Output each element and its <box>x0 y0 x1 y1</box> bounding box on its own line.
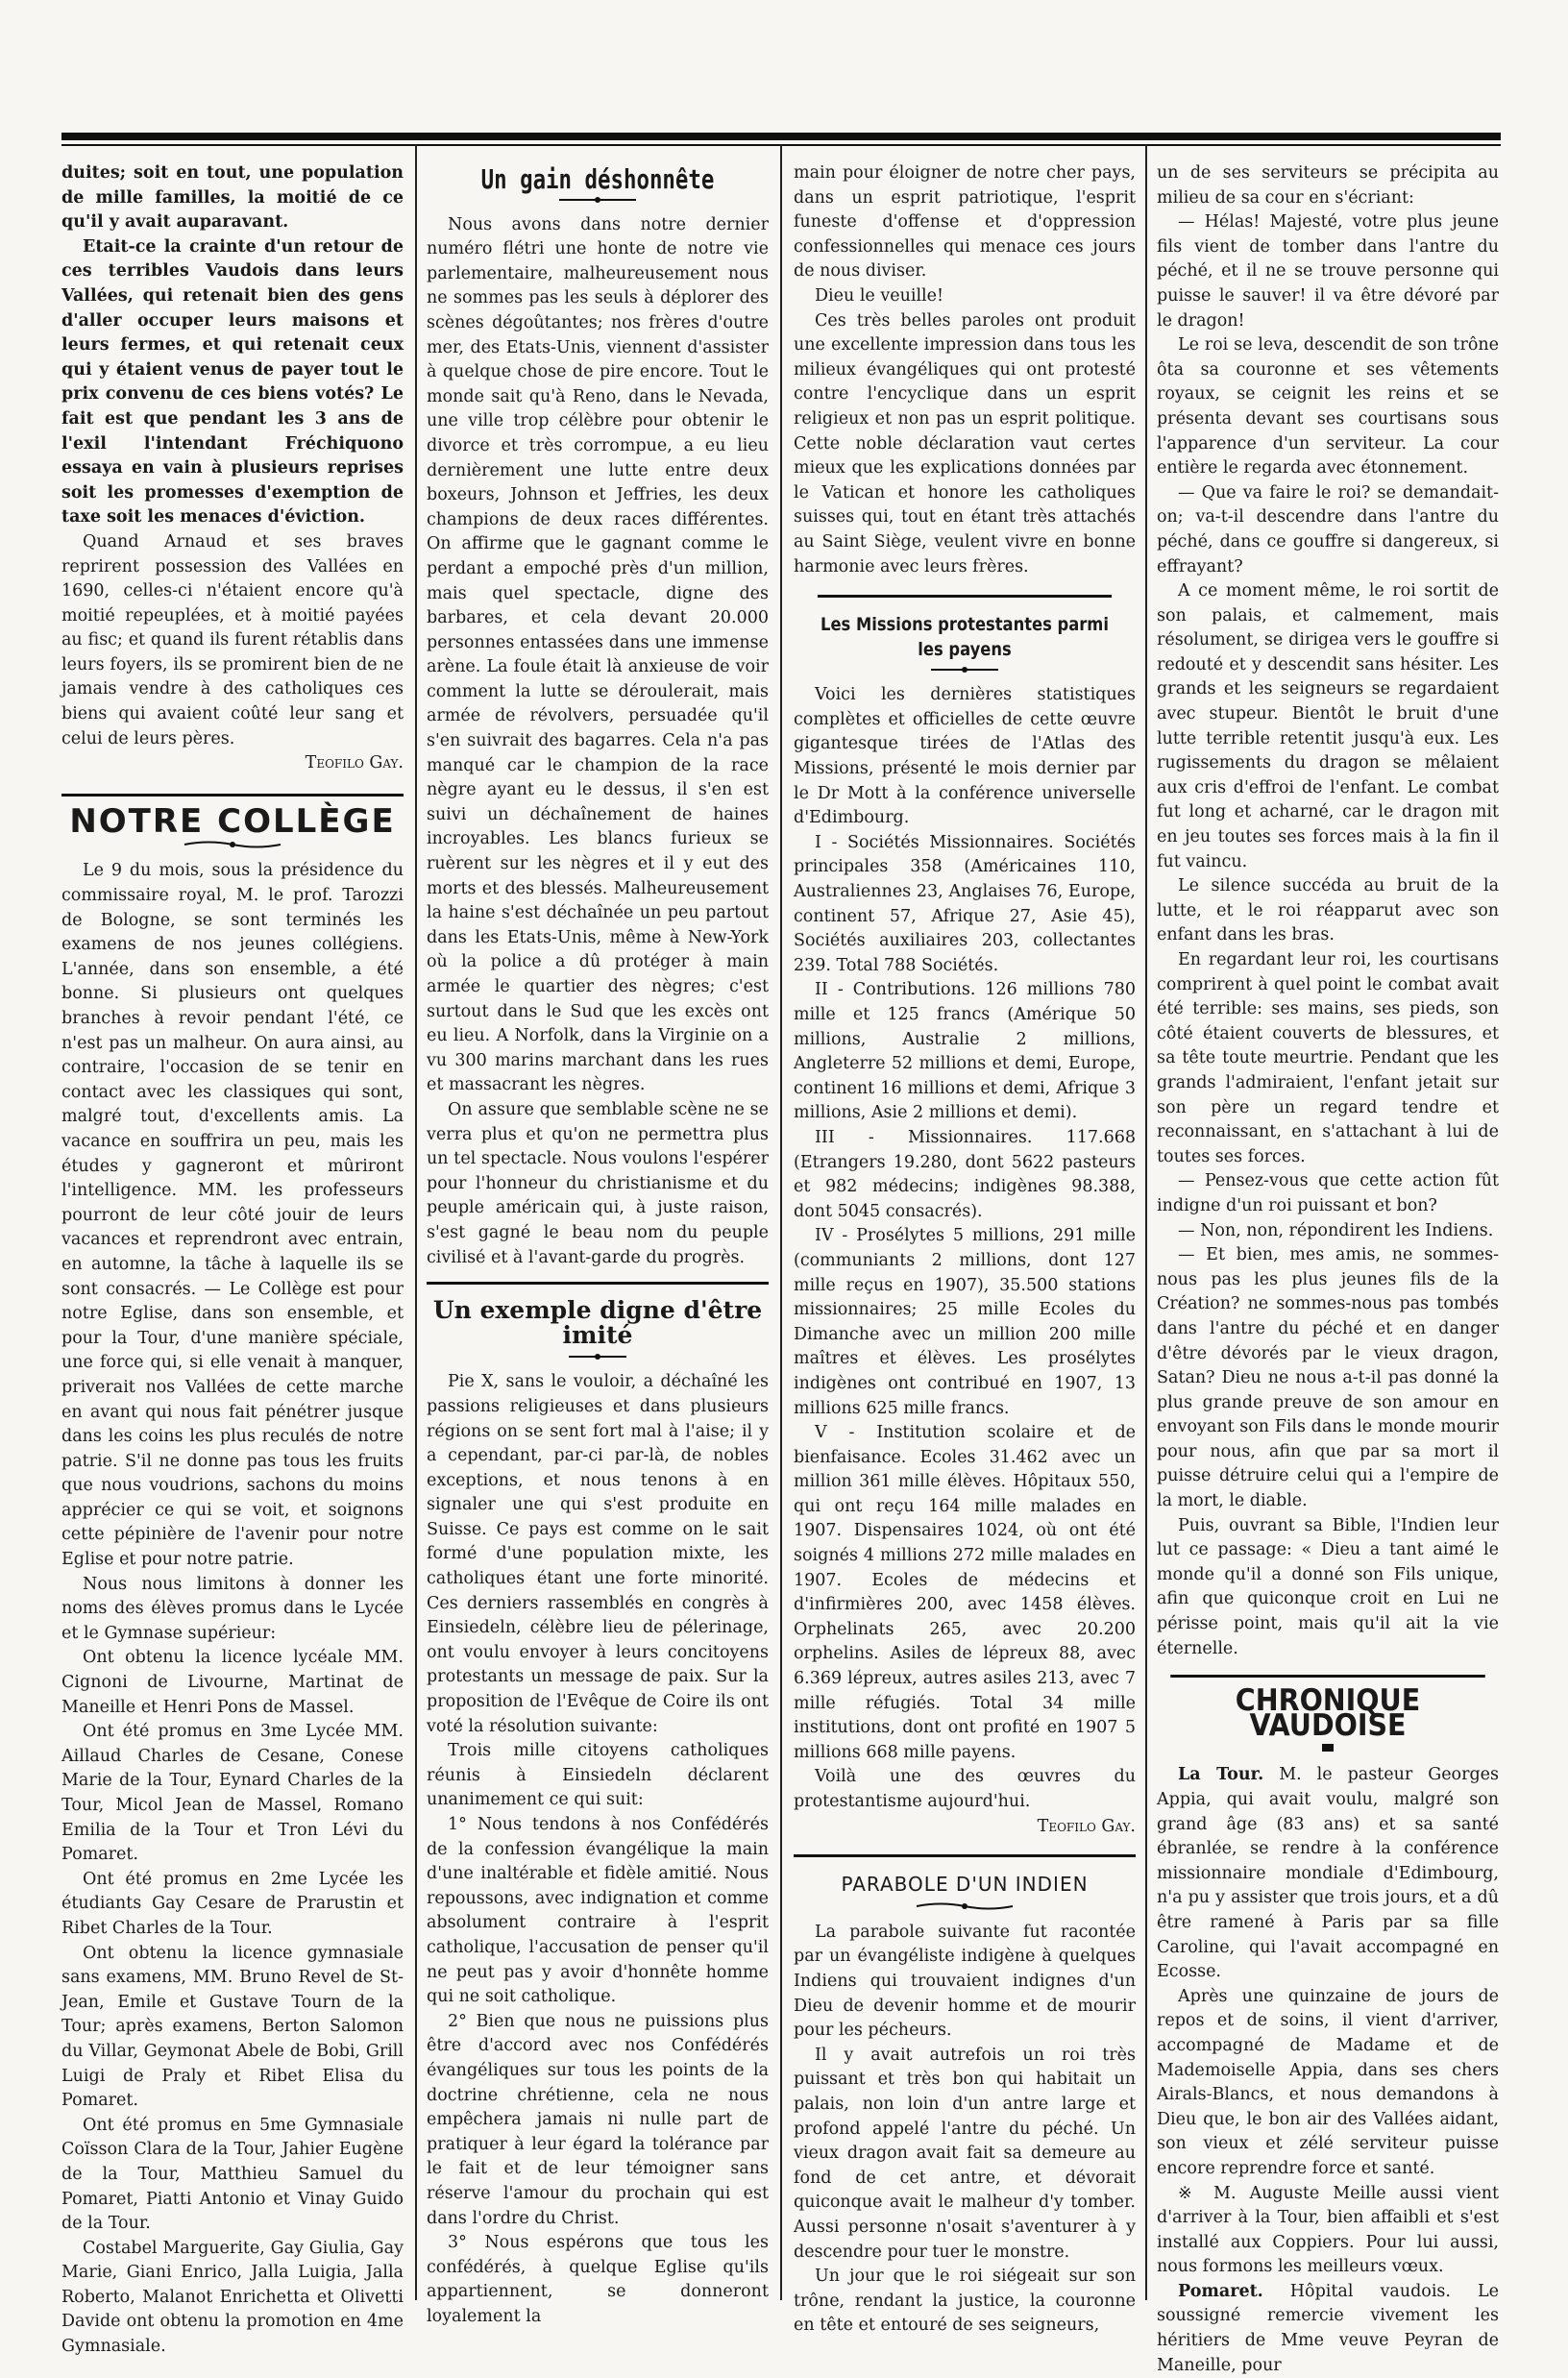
paragraph: II - Contributions. 126 millions 780 mille et 125 francs (Amérique 50 millions, Australie 2 millions, Angleterre 52 millions et demi, Europe, continent 16 millions et demi, Afrique 3 millions, Asie 2 millions et demi). <box>794 980 1136 1123</box>
article-title-exemple: Un exemple digne d'être imité <box>427 1282 769 1347</box>
ornament-divider <box>61 840 404 849</box>
paragraph: Nous nous limitons à donner les noms des élèves promus dans le Lycée et le Gymnase supérieur: <box>61 1574 404 1643</box>
signature: Teofilo Gay. <box>305 753 404 773</box>
paragraph: — Et bien, mes amis, ne sommes-nous pas les plus jeunes fils de la Création? ne sommes-nous pas tombés dans l'antre du péché et en danger d'être dévorés par le vieux dragon, Satan? Dieu ne nous a-t-il pas donné la plus grande preuve de son amour en envoyant son Fils dans le monde mourir pour nous, afin que par sa mort il puisse détruire celui qui a l'empire de la mort, le diable. <box>1157 1245 1499 1511</box>
paragraph: 2° Bien que nous ne puissions plus être d'accord avec nos Confédérés évangéliques sur tous les points de la doctrine chrétienne, cela ne nous empêchera jamais ni nulle part de pratiquer à leur égard la tolérance par le fait et de leur témoigner sans réserve l'amour du prochain qui est dans l'ordre du Christ. <box>427 2011 769 2228</box>
paragraph: IV - Prosélytes 5 millions, 291 mille (communiants 2 millions, dont 127 mille reçus en 1907), 35.500 stations missionnaires; 25 mille Ecoles du Dimanche avec un million 200 mille maîtres et élèves. Les prosélytes indigènes ont contribué en 1907, 13 millions 625 mille francs. <box>794 1226 1136 1418</box>
paragraph: Ont été promus en 3me Lycée MM. Aillaud Charles de Cesane, Conese Marie de la Tour, Eynard Charles de la Tour, Micol Jean de Massel, Romano Emilia de la Tour et Tron Lévi du Pomaret. <box>61 1722 404 1865</box>
article-title-gain: Un gain déshonnête <box>480 163 715 195</box>
paragraph: V - Institution scolaire et de bienfaisance. Ecoles 31.462 avec un million 361 mille élèves. Hôpitaux 550, qui ont reçu 164 mille malades en 1907. Dispensaires 1024, où ont été soignés 4 millions 272 mille malades en 1907. Ecoles de médecins et d'infirmières 200, avec 1458 élèves. Orphelinats 265, avec 20.200 orphelins. Asiles de lépreux 88, avec 6.369 lépreux, autres asiles 213, avec 7 mille réfugiés. Total 34 mille institutions, dont ont profité en 1907 5 millions 668 mille payens. <box>794 1423 1136 1762</box>
paragraph: Nous avons dans notre dernier numéro flétri une honte de notre vie parlementaire, malheureusement nous ne sommes pas les seuls à déplorer des scènes dégoûtantes; nos frères d'outre mer, des Etats-Unis, viennent d'assister à quelque chose de pire encore. Tout le monde sait qu'à Reno, dans le Nevada, une ville trop célèbre pour obtenir le divorce et très corrompue, a eu lieu dernièrement une lutte entre deux boxeurs, Johnson et Jeffries, les deux champions de deux races différentes. On affirme que le gagnant comme le perdant a empoché près d'un million, mais quel spectacle, digne des barbares, et cela devant 20.000 personnes entassées dans une immense arène. La foule était là anxieuse de voir comment la lutte se déroulerait, mais armée de révolvers, persuadée qu'il s'en suivrait des bagarres. Cela n'a pas manqué car le champion de la race nègre ayant eu le dessus, il s'en est suivi un déchaînement de haines incroyables. Les blancs furieux se ruèrent sur les nègres et il y eut des morts et des blessés. Malheureusement la haine s'est déchaînée un peu partout dans les Etats-Unis, même à New-York où la police a dû protéger à main armée le quartier des nègres; c'est surtout dans le Sud que les excès ont eu lieu. A Norfolk, dans la Virginie on a vu 300 marins marchant dans les rues et massacrant les nègres. <box>427 214 769 1095</box>
paragraph: Après une quinzaine de jours de repos et de soins, il vient d'arriver, accompagné de Madame et de Mademoiselle Appia, dans ses chers Airals-Blancs, et nous demandons à Dieu que, le bon air des Vallées aidant, son vieux et zélé serviteur puisse encore reprendre force et santé. <box>1157 1986 1499 2178</box>
paragraph: Le silence succéda au bruit de la lutte, et le roi réapparut avec son enfant dans les bras. <box>1157 876 1499 945</box>
column-2 <box>427 161 769 2326</box>
paragraph: — Que va faire le roi? se demandait-on; va-t-il descendre dans l'antre du péché, dans ce gouffre si dangereux, si effrayant? <box>1157 482 1499 576</box>
paragraph: Trois mille citoyens catholiques réunis à Einsiedeln déclarent unanimement ce qui suit: <box>427 1741 769 1810</box>
paragraph: Ont été promus en 2me Lycée les étudiants Gay Cesare de Prarustin et Ribet Charles de la Tour. <box>61 1869 404 1938</box>
ornament-divider <box>794 666 1136 674</box>
paragraph: duites; soit en tout, une population de mille familles, la moitié de ce qu'il y avait auparavant. <box>61 163 404 233</box>
ornament-divider <box>427 196 769 204</box>
paragraph: Etait-ce la crainte d'un retour de ces terribles Vaudois dans leurs Vallées, qui retenait bien des gens d'aller occuper leurs maisons et leurs fermes, et qui retenait ceux qui y étaient venus de payer tout le prix convenu de ces biens votés? Le fait est que pendant les 3 ans de l'exil l'intendant Fréchiquono essaya en vain à plusieurs reprises soit les promesses d'exemption de taxe soit les menaces d'éviction. <box>61 236 404 527</box>
paragraph: Ces très belles paroles ont produit une excellente impression dans tous les milieux évangéliques qui ont protesté contre l'encyclique dans un esprit religieux et non pas un esprit politique. Cette noble déclaration vaut certes mieux que les explications données par le Vatican et honore les catholiques suisses qui, tout en étant très attachés au Saint Siège, veulent vivre en bonne harmonie avec leurs frères. <box>794 310 1136 576</box>
paragraph: 1° Nous tendons à nos Confédérés de la confession évangélique la main d'une inaltérable et fidèle amitié. Nous repoussons, avec indignation et comme absolument contraire à l'esprit catholique, l'accusation de penser qu'il ne peut pas y avoir d'honnête homme qui ne soit catholique. <box>427 1815 769 2007</box>
paragraph: On assure que semblable scène ne se verra plus et qu'on ne permettra plus un tel spectacle. Nous voulons l'espérer pour l'honneur du christianisme et du peuple américain qui, à juste raison, s'est gagné le beau nom du peuple civilisé et à l'avant-garde du progrès. <box>427 1099 769 1267</box>
article-title-parabole: PARABOLE D'UN INDIEN <box>794 1854 1136 1898</box>
paragraph: La parabole suivante fut racontée par un évangéliste indigène à quelques Indiens qui trouvaient indignes d'un Dieu de devenir homme et de mourir pour les pécheurs. <box>794 1922 1136 2041</box>
ornament-divider <box>794 1901 1136 1911</box>
paragraph: un de ses serviteurs se précipita au milieu de sa cour en s'écriant: <box>1157 163 1499 208</box>
place-name: La Tour. <box>1178 1765 1264 1785</box>
paragraph: — Hélas! Majesté, votre plus jeune fils vient de tomber dans l'antre du péché, et il ne se trouve personne qui puisse le sauver! il va être dévoré par le dragon! <box>1157 212 1499 331</box>
top-rule-thick <box>61 133 1501 140</box>
paragraph: Le 9 du mois, sous la présidence du commissaire royal, M. le prof. Tarozzi de Bologne, se sont terminés les examens de nos jeunes collégiens. L'année, dans son ensemble, a été bonne. Si plusieurs ont quelques branches à revoir pendant l'été, ce n'est pas un malheur. On aura ainsi, au contraire, l'occasion de se tenir en contact avec les classiques qui sont, malgré tout, d'excellents amis. La vacance en souffrira un peu, mais les études y gagneront et mûriront l'intelligence. MM. les professeurs pourront de leur côté jouir de leurs vacances et reprendront avec entrain, en automne, la tâche à laquelle ils se sont consacrés. — Le Collège est pour notre Eglise, dans son ensemble, et pour la Tour, d'une manière spéciale, une force qui, si elle venait à manquer, priverait nos Vallées de cette marche en avant qui nous fait pénétrer jusque dans les coins les plus reculés de notre patrie. S'il ne donne pas tous les fruits que nous voudrions, sachons du moins apprécier ce qui se voit, et soignons cette pépinière de l'avenir pour notre Eglise et pour notre patrie. <box>61 861 404 1570</box>
column-divider <box>415 144 417 2300</box>
ornament-divider <box>427 1353 769 1361</box>
paragraph: I - Sociétés Missionnaires. Sociétés principales 358 (Américaines 110, Australiennes 23, Anglaises 76, Europe, continent 57, Afrique 27, Asie 45), Sociétés auxiliaires 203, collectantes 239. Total 788 Sociétés. <box>794 832 1136 975</box>
ornament-divider <box>1157 1742 1499 1753</box>
paragraph: Dieu le veuille! <box>815 285 944 306</box>
paragraph: Ont obtenu la licence lycéale MM. Cignoni de Livourne, Martinat de Maneille et Henri Pons de Massel. <box>61 1648 404 1717</box>
paragraph: Un jour que le roi siégeait sur son trône, rendant la justice, la couronne en tête et entouré de ses seigneurs, <box>794 2267 1136 2336</box>
paragraph <box>1157 1763 1499 1984</box>
column-3 <box>794 161 1136 2336</box>
paragraph: — Pensez-vous que cette action fût indigne d'un roi puissant et bon? <box>1157 1171 1499 1215</box>
section-title-college: NOTRE COLLÈGE <box>61 794 404 835</box>
paragraph-text: M. le pasteur Georges Appia, qui avait voulu, malgré son grand âge (83 ans) et sa santé ébranlée, se rendre à la conférence missionnaire mondiale d'Edimbourg, n'a pu y assister que trois jours, et a dû être ramené à Paris par sa fille Caroline, qui l'avait accompagné en Ecosse. <box>1157 1765 1499 1982</box>
paragraph: Ont obtenu la licence gymnasiale sans examens, MM. Bruno Revel de St-Jean, Emile et Gustave Tourn de la Tour; après examens, Berton Salomon du Villar, Geymonat Abele de Bobi, Grill Luigi de Praly et Ribet Elisa du Pomaret. <box>61 1943 404 2111</box>
paragraph: Voilà une des œuvres du protestantisme aujourd'hui. <box>794 1767 1136 1811</box>
section-title-chronique: CHRONIQUE VAUDOISE <box>1170 1675 1485 1738</box>
signature: Teofilo Gay. <box>1037 1816 1136 1836</box>
paragraph: ※ M. Auguste Meille aussi vient d'arriver à la Tour, bien affaibli et s'est installé aux Coppiers. Pour lui aussi, nous formons les meilleurs vœux. <box>1157 2183 1499 2277</box>
column-4 <box>1157 161 1499 2375</box>
place-name: Pomaret. <box>1178 2281 1263 2301</box>
paragraph: Puis, ouvrant sa Bible, l'Indien leur lut ce passage: « Dieu a tant aimé le monde qu'il a donné son Fils unique, afin que quiconque croit en Lui ne périsse point, mais qu'il ait la vie éternelle. <box>1157 1515 1499 1658</box>
paragraph: main pour éloigner de notre cher pays, dans un esprit patriotique, l'esprit funeste d'offense et d'oppression confessionnelles qui menace ces jours de nous diviser. <box>794 163 1136 282</box>
paragraph: En regardant leur roi, les courtisans comprirent à quel point le combat avait été terrible: ses mains, ses pieds, son côté étaient couverts de blessures, et sa tête toute meurtrie. Pendant que les grands l'admiraient, l'enfant jetait sur son père un regard tendre et reconnaissant, en s'attachant à lui de toutes ses forces. <box>1157 950 1499 1166</box>
paragraph: Il y avait autrefois un roi très puissant et très bon qui habitait un palais, non loin d'un antre large et profond appelé l'antre du péché. Un vieux dragon avait fait sa demeure au fond de cet antre, et dévorait quiconque avait le malheur d'y tomber. Aussi personne n'osait s'aventurer à y descendre pour tuer le monstre. <box>794 2045 1136 2262</box>
paragraph: 3° Nous espérons que tous les confédérés, à quelque Eglise qu'ils appartiennent, se donneront loyalement la <box>427 2233 769 2326</box>
paragraph: A ce moment même, le roi sortit de son palais, et calmement, mais résolument, se dirigea vers le gouffre si redouté et y descendit sans hésiter. Les grands et les seigneurs se regardaient avec stupeur. Bientôt le bruit d'une lutte terrible retentit jusqu'à eux. Les rugissements du dragon se mêlaient aux cris d'effroi de l'enfant. Le combat fut long et acharné, car le dragon mit en jeu toutes ses forces mais à la fin il fut vaincu. <box>1157 581 1499 871</box>
paragraph-text: Hôpital vaudois. Le soussigné remercie vivement les héritiers de Mme veuve Peyran de Maneille, pour <box>1157 2281 1499 2375</box>
article-title-missions: Les Missions protestantes parmi les payens <box>818 595 1112 662</box>
paragraph: Pie X, sans le vouloir, a déchaîné les passions religieuses et dans plusieurs régions on se sent fort mal à l'aise; il y a cependant, par-ci par-là, de nobles exceptions, et nous tenons à en signaler une qui s'est produite en Suisse. Ce pays est comme on le sait formé d'une population mixte, les catholiques étant une forte minorité. Ces derniers rassemblés en congrès à Einsiedeln, célèbre lieu de pélerinage, ont voulu envoyer à leurs concitoyens protestants un message de paix. Sur la proposition de l'Evêque de Coire ils ont voté la résolution suivante: <box>427 1372 769 1736</box>
paragraph: III - Missionnaires. 117.668 (Etrangers 19.280, dont 5622 pasteurs et 982 médecins; indigènes 98.388, dont 5045 consacrés). <box>794 1127 1136 1221</box>
paragraph: Ont été promus en 5me Gymnasiale Coïsson Clara de la Tour, Jahier Eugène de la Tour, Matthieu Samuel du Pomaret, Piatti Antonio et Vinay Guido de la Tour. <box>61 2115 404 2234</box>
column-divider <box>1145 144 1147 2300</box>
column-divider <box>780 144 782 2300</box>
column-1 <box>61 161 404 2357</box>
paragraph: — Non, non, répondirent les Indiens. <box>1178 1220 1494 1240</box>
paragraph: Le roi se leva, descendit de son trône ôta sa couronne et ses vêtements royaux, se ceignit les reins et se présenta devant ses courtisans sous l'apparence d'un serviteur. La cour entière le regarda avec étonnement. <box>1157 335 1499 478</box>
paragraph: Voici les dernières statistiques complètes et officielles de cette œuvre gigantesque tirées de l'Atlas des Missions, présenté le mois dernier par le Dr Mott à la conférence universelle d'Edimbourg. <box>794 685 1136 828</box>
paragraph <box>1157 2280 1499 2378</box>
paragraph: Costabel Marguerite, Gay Giulia, Gay Marie, Giani Enrico, Jalla Luigia, Jalla Roberto, Malanot Enrichetta et Olivetti Davide ont obtenu la promotion en 4me Gymnasiale. <box>61 2238 404 2357</box>
paragraph: Quand Arnaud et ses braves reprirent possession des Vallées en 1690, celles-ci n'étaient encore qu'à moitié repeuplées, et à moitié payées au fisc; et quand ils furent rétablis dans leurs foyers, ils se promirent bien de ne jamais vendre à des catholiques ces biens qui avaient coûté leur sang et celui de leurs pères. <box>61 531 404 748</box>
